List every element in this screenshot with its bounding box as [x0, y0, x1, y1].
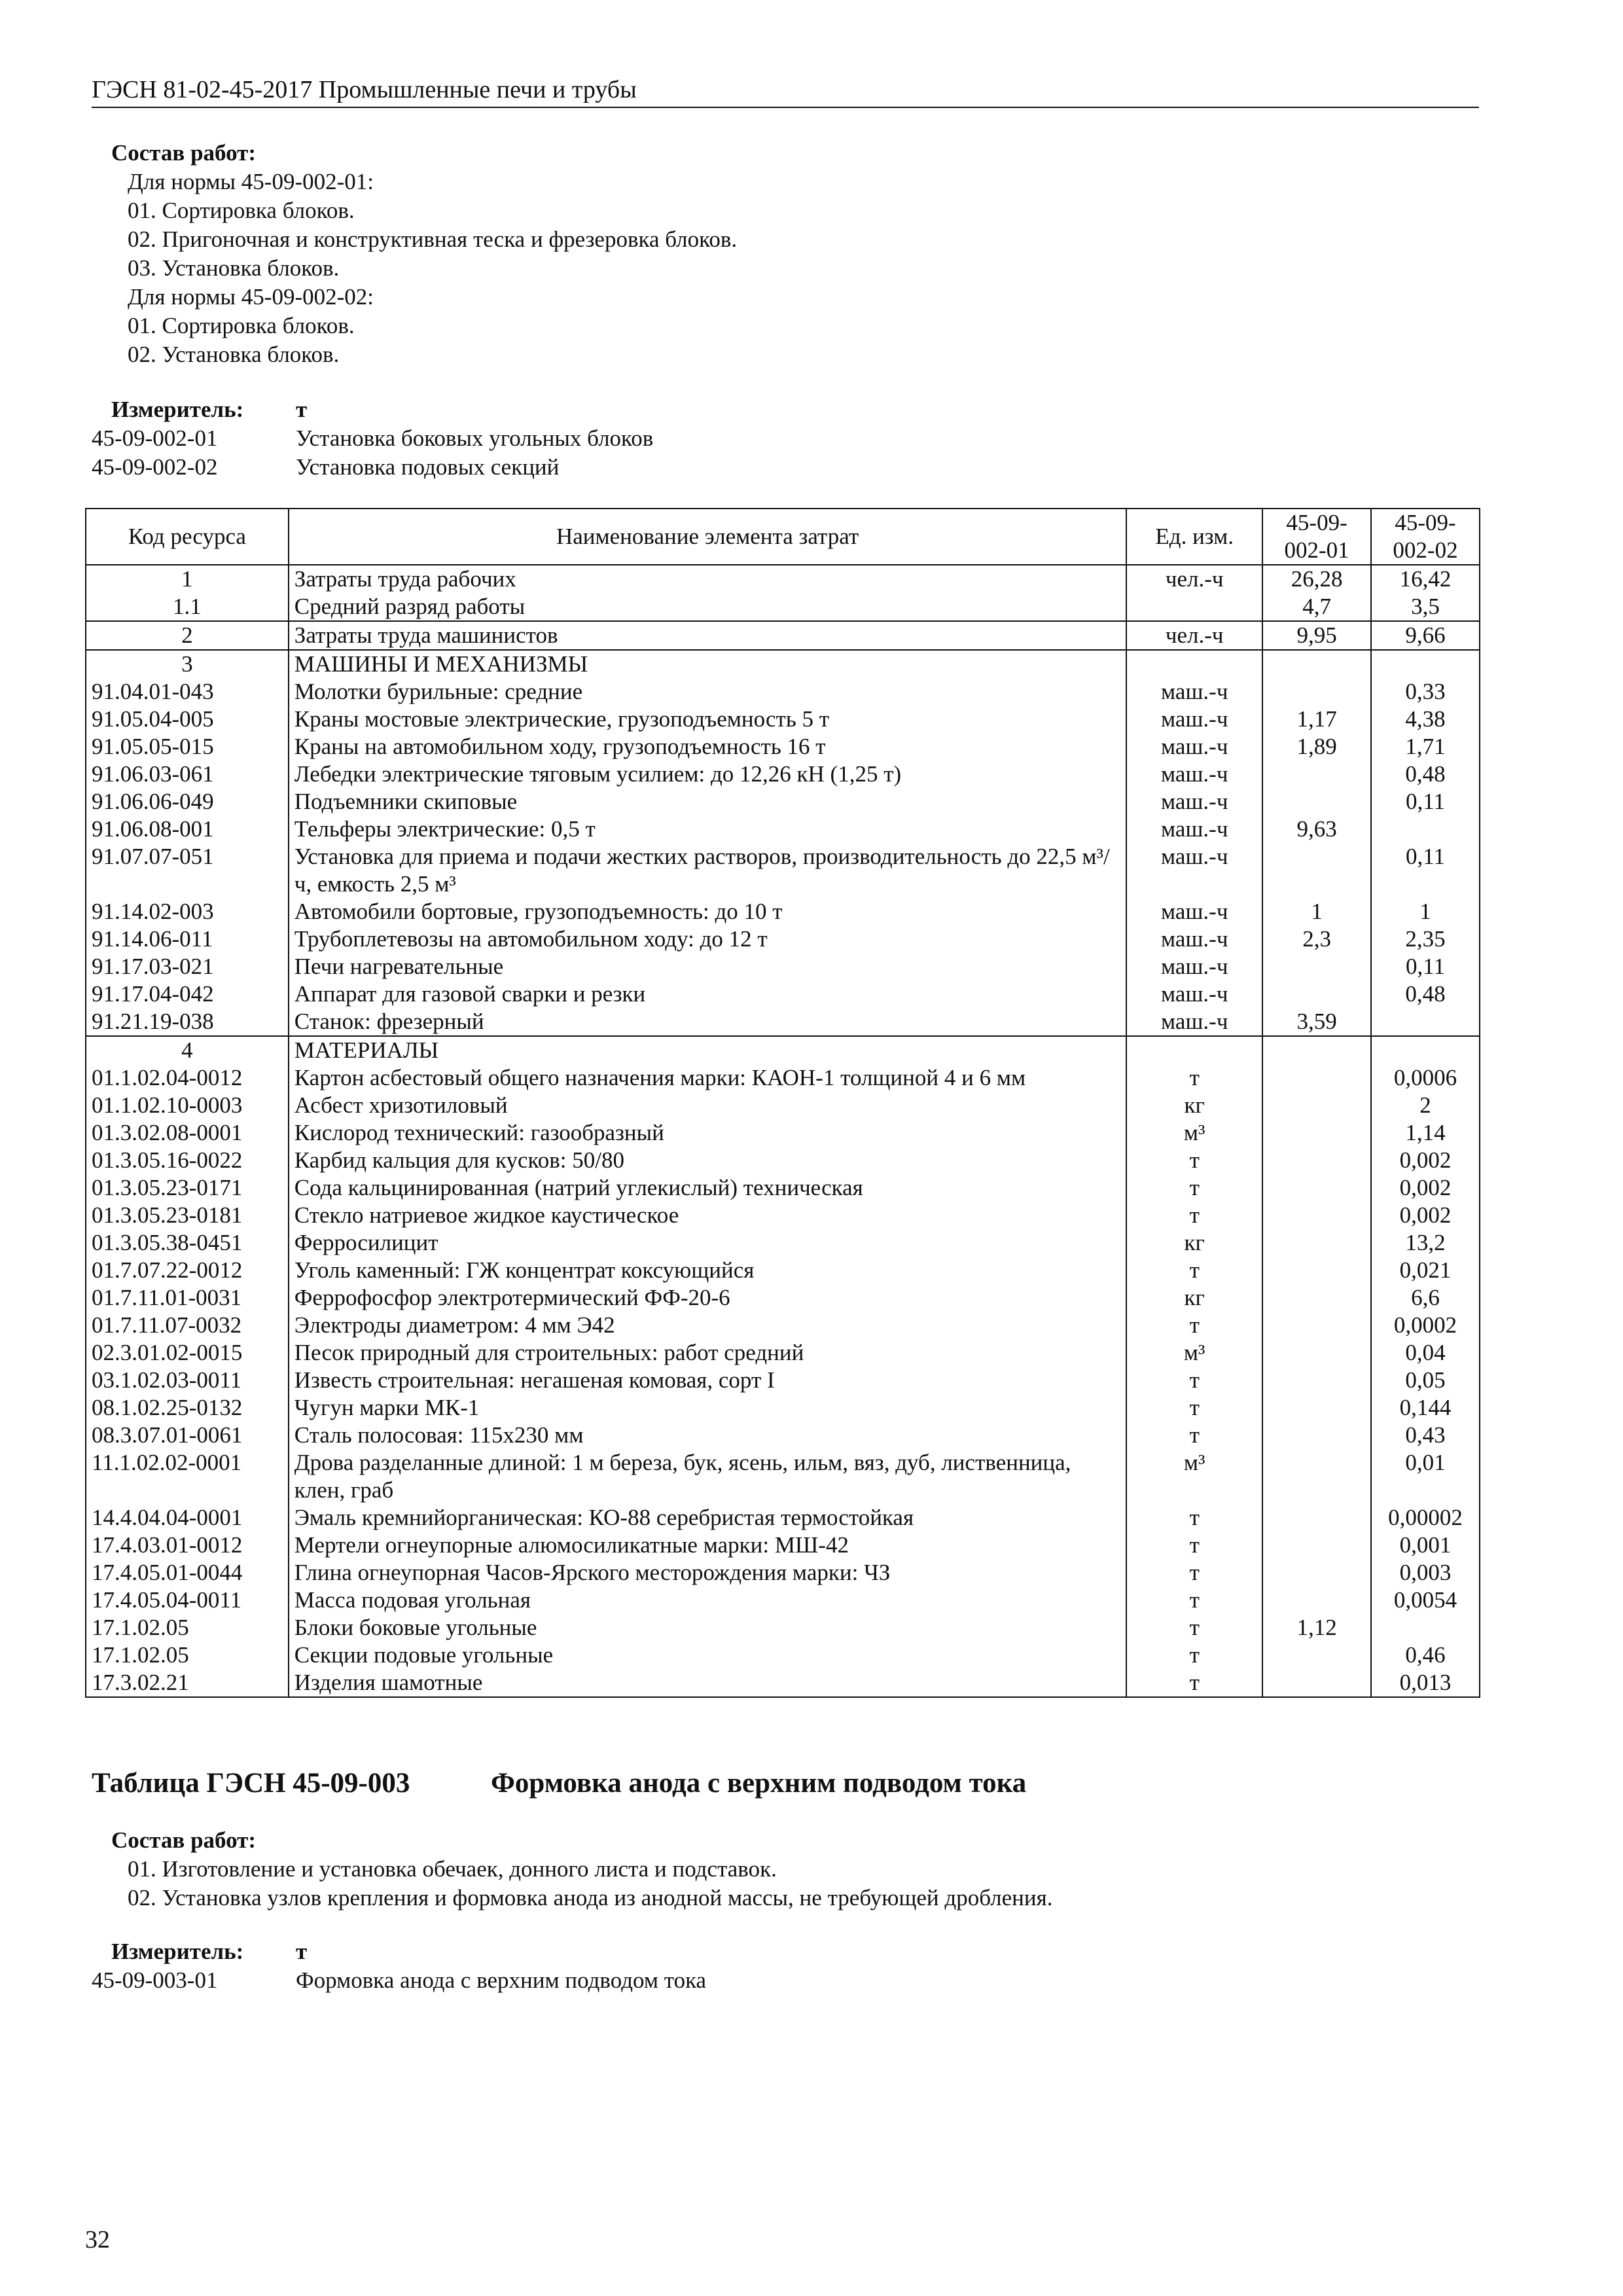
resource-name: Краны на автомобильном ходу, грузоподъемность 16 т [289, 733, 1127, 761]
resource-code: 91.06.03-061 [86, 761, 289, 788]
resource-unit: м³ [1126, 1449, 1262, 1504]
value-45-09-002-02: 0,33 [1371, 678, 1480, 706]
resource-code: 01.3.02.08-0001 [86, 1119, 289, 1147]
value-45-09-002-02: 0,144 [1371, 1394, 1480, 1422]
resource-name: Сода кальцинированная (натрий углекислый) техническая [289, 1174, 1127, 1202]
resource-code: 91.17.04-042 [86, 980, 289, 1008]
table-row [86, 650, 1480, 678]
value-45-09-002-01 [1262, 1367, 1371, 1394]
resource-name: Краны мостовые электрические, грузоподъемность 5 т [289, 706, 1127, 733]
table-row [86, 1614, 1480, 1641]
resource-code: 01.7.11.07-0032 [86, 1312, 289, 1339]
value-45-09-002-01: 9,63 [1262, 816, 1371, 843]
work-line: 02. Установка узлов крепления и формовка анода из анодной массы, не требующей дробления. [128, 1885, 1053, 1910]
table-row [86, 1669, 1480, 1697]
resource-name: Печи нагревательные [289, 953, 1127, 980]
resource-unit [1126, 593, 1262, 621]
value-45-09-002-01: 9,95 [1262, 621, 1371, 650]
value-45-09-002-01: 1,12 [1262, 1614, 1371, 1641]
value-45-09-002-02: 0,05 [1371, 1367, 1480, 1394]
resource-unit: т [1126, 1257, 1262, 1284]
value-45-09-002-02: 0,48 [1371, 761, 1480, 788]
running-header: ГЭСН 81-02-45-2017 Промышленные печи и трубы [92, 75, 1479, 108]
value-45-09-002-02: 1,14 [1371, 1119, 1480, 1147]
table-row [86, 1008, 1480, 1036]
resource-code: 11.1.02.02-0001 [86, 1449, 289, 1504]
table-row [86, 1532, 1480, 1559]
resource-unit: маш.-ч [1126, 898, 1262, 925]
value-45-09-002-02: 0,013 [1371, 1669, 1480, 1697]
value-45-09-002-02: 13,2 [1371, 1229, 1480, 1257]
value-45-09-002-01 [1262, 1257, 1371, 1284]
resource-unit: т [1126, 1532, 1262, 1559]
value-45-09-002-02 [1371, 650, 1480, 678]
resource-code: 01.3.05.23-0171 [86, 1174, 289, 1202]
table-row [86, 733, 1480, 761]
value-45-09-002-01 [1262, 1119, 1371, 1147]
value-45-09-002-01 [1262, 1174, 1371, 1202]
resource-unit: т [1126, 1394, 1262, 1422]
table-header-row [86, 509, 1480, 565]
work-line: Для нормы 45-09-002-01: [128, 169, 374, 194]
value-45-09-002-01 [1262, 980, 1371, 1008]
resource-code: 17.4.03.01-0012 [86, 1532, 289, 1559]
resource-code: 91.17.03-021 [86, 953, 289, 980]
work-composition-label: Состав работ: [111, 1827, 256, 1853]
table-row [86, 1036, 1480, 1064]
work-line: 01. Сортировка блоков. [128, 198, 355, 223]
value-45-09-002-02: 0,0006 [1371, 1064, 1480, 1092]
resource-code: 91.04.01-043 [86, 678, 289, 706]
resource-code: 91.21.19-038 [86, 1008, 289, 1036]
norm-code: 45-09-003-01 [92, 1967, 218, 1993]
table-row [86, 1587, 1480, 1614]
table-row [86, 1119, 1480, 1147]
value-45-09-002-01 [1262, 1394, 1371, 1422]
meter-block-1 [92, 395, 653, 482]
value-45-09-002-02: 0,0054 [1371, 1587, 1480, 1614]
resource-unit: м³ [1126, 1119, 1262, 1147]
table-number: Таблица ГЭСН 45-09-003 [92, 1768, 410, 1799]
resource-name: Подъемники скиповые [289, 788, 1127, 816]
resource-code: 4 [86, 1036, 289, 1064]
value-45-09-002-01 [1262, 1532, 1371, 1559]
value-45-09-002-02: 0,04 [1371, 1339, 1480, 1367]
header-name: Наименование элемента затрат [289, 509, 1127, 565]
resource-name: Блоки боковые угольные [289, 1614, 1127, 1641]
header-col1: 45-09- 002-01 [1262, 509, 1371, 565]
resource-name: Дрова разделанные длиной: 1 м береза, бук, ясень, ильм, вяз, дуб, лиственница, клен, граб [289, 1449, 1127, 1504]
resource-code: 91.14.02-003 [86, 898, 289, 925]
value-45-09-002-02: 3,5 [1371, 593, 1480, 621]
table-row [86, 1257, 1480, 1284]
value-45-09-002-01 [1262, 1559, 1371, 1587]
resource-name: Затраты труда рабочих [289, 565, 1127, 593]
value-45-09-002-02: 0,01 [1371, 1449, 1480, 1504]
norm-code: 45-09-002-01 [92, 425, 218, 451]
table-row [86, 678, 1480, 706]
resource-unit [1126, 650, 1262, 678]
table-row [86, 1229, 1480, 1257]
resource-unit: маш.-ч [1126, 843, 1262, 898]
resource-unit: т [1126, 1559, 1262, 1587]
value-45-09-002-02: 6,6 [1371, 1284, 1480, 1312]
work-line: 02. Установка блоков. [128, 342, 340, 367]
resource-unit: маш.-ч [1126, 788, 1262, 816]
table-row [86, 593, 1480, 621]
value-45-09-002-01 [1262, 1202, 1371, 1229]
value-45-09-002-01 [1262, 650, 1371, 678]
value-45-09-002-01 [1262, 761, 1371, 788]
resource-name: Молотки бурильные: средние [289, 678, 1127, 706]
table-row [86, 1559, 1480, 1587]
table-row [86, 1504, 1480, 1532]
resource-unit: маш.-ч [1126, 733, 1262, 761]
table-row [86, 621, 1480, 650]
resource-code: 01.1.02.10-0003 [86, 1092, 289, 1119]
resource-code: 08.3.07.01-0061 [86, 1422, 289, 1449]
resource-code: 17.1.02.05 [86, 1614, 289, 1641]
value-45-09-002-02: 0,11 [1371, 843, 1480, 898]
norm-name: Формовка анода с верхним подводом тока [296, 1967, 707, 1993]
value-45-09-002-02: 0,48 [1371, 980, 1480, 1008]
resource-name: Картон асбестовый общего назначения марки: КАОН-1 толщиной 4 и 6 мм [289, 1064, 1127, 1092]
resource-unit: т [1126, 1669, 1262, 1697]
table-row [86, 1092, 1480, 1119]
resource-name: Карбид кальция для кусков: 50/80 [289, 1147, 1127, 1174]
table-row [86, 1147, 1480, 1174]
resource-code: 1 [86, 565, 289, 593]
resource-code: 17.4.05.04-0011 [86, 1587, 289, 1614]
work-composition-2 [111, 1826, 1052, 1912]
value-45-09-002-01: 4,7 [1262, 593, 1371, 621]
value-45-09-002-01 [1262, 1092, 1371, 1119]
value-45-09-002-01 [1262, 678, 1371, 706]
value-45-09-002-02 [1371, 1008, 1480, 1036]
value-45-09-002-02: 4,38 [1371, 706, 1480, 733]
resource-name: Автомобили бортовые, грузоподъемность: до 10 т [289, 898, 1127, 925]
resource-code: 91.05.04-005 [86, 706, 289, 733]
resource-name: Чугун марки МК-1 [289, 1394, 1127, 1422]
resource-unit: маш.-ч [1126, 816, 1262, 843]
resource-name: Уголь каменный: ГЖ концентрат коксующийся [289, 1257, 1127, 1284]
resource-unit: кг [1126, 1284, 1262, 1312]
meter-block-2 [92, 1937, 706, 1995]
norm-code: 45-09-002-02 [92, 454, 218, 480]
resource-code: 1.1 [86, 593, 289, 621]
header-unit: Ед. изм. [1126, 509, 1262, 565]
value-45-09-002-02: 16,42 [1371, 565, 1480, 593]
norm-item [92, 453, 653, 482]
resource-code: 01.3.05.38-0451 [86, 1229, 289, 1257]
resource-unit: т [1126, 1367, 1262, 1394]
work-composition-list [111, 168, 737, 369]
meter-unit: т [296, 1939, 308, 1964]
work-line: Для нормы 45-09-002-02: [128, 284, 374, 310]
work-line: 02. Пригоночная и конструктивная теска и фрезеровка блоков. [128, 226, 738, 252]
value-45-09-002-01 [1262, 1229, 1371, 1257]
resource-unit: т [1126, 1504, 1262, 1532]
value-45-09-002-01: 1 [1262, 898, 1371, 925]
norm-item [92, 1966, 706, 1995]
table-row [86, 816, 1480, 843]
value-45-09-002-02: 0,00002 [1371, 1504, 1480, 1532]
resource-code: 91.14.06-011 [86, 925, 289, 953]
resource-unit: т [1126, 1312, 1262, 1339]
meter-unit: т [296, 397, 308, 422]
value-45-09-002-01 [1262, 1147, 1371, 1174]
resource-unit: т [1126, 1174, 1262, 1202]
resource-name: Глина огнеупорная Часов-Ярского месторождения марки: ЧЗ [289, 1559, 1127, 1587]
value-45-09-002-01: 26,28 [1262, 565, 1371, 593]
resource-unit: кг [1126, 1229, 1262, 1257]
table-row [86, 788, 1480, 816]
resource-code: 08.1.02.25-0132 [86, 1394, 289, 1422]
work-composition-label: Состав работ: [111, 140, 256, 166]
header-col2: 45-09- 002-02 [1371, 509, 1480, 565]
resource-name: Установка для приема и подачи жестких растворов, производительность до 22,5 м³/ч, емкость 2,5 м³ [289, 843, 1127, 898]
resource-code: 91.05.05-015 [86, 733, 289, 761]
resource-code: 01.7.11.01-0031 [86, 1284, 289, 1312]
resource-table [85, 508, 1480, 1698]
value-45-09-002-01: 1,89 [1262, 733, 1371, 761]
resource-name: Сталь полосовая: 115х230 мм [289, 1422, 1127, 1449]
meter-label: Измеритель: [111, 397, 244, 422]
table-row [86, 1064, 1480, 1092]
work-composition-1 [111, 139, 737, 369]
resource-name: Эмаль кремнийорганическая: КО-88 серебристая термостойкая [289, 1504, 1127, 1532]
value-45-09-002-02: 0,003 [1371, 1559, 1480, 1587]
value-45-09-002-01 [1262, 788, 1371, 816]
resource-name: Лебедки электрические тяговым усилием: до 12,26 кН (1,25 т) [289, 761, 1127, 788]
resource-unit: маш.-ч [1126, 678, 1262, 706]
value-45-09-002-01 [1262, 1064, 1371, 1092]
value-45-09-002-02 [1371, 1036, 1480, 1064]
value-45-09-002-01: 1,17 [1262, 706, 1371, 733]
resource-name: Трубоплетевозы на автомобильном ходу: до 12 т [289, 925, 1127, 953]
value-45-09-002-01: 3,59 [1262, 1008, 1371, 1036]
value-45-09-002-01 [1262, 1422, 1371, 1449]
value-45-09-002-01 [1262, 1449, 1371, 1504]
value-45-09-002-01 [1262, 843, 1371, 898]
value-45-09-002-01: 2,3 [1262, 925, 1371, 953]
table-row [86, 925, 1480, 953]
value-45-09-002-01 [1262, 1312, 1371, 1339]
table-row [86, 843, 1480, 898]
resource-name: Масса подовая угольная [289, 1587, 1127, 1614]
table-row [86, 1641, 1480, 1669]
norm-item [92, 424, 653, 453]
value-45-09-002-02: 0,0002 [1371, 1312, 1480, 1339]
value-45-09-002-02: 2,35 [1371, 925, 1480, 953]
resource-code: 17.1.02.05 [86, 1641, 289, 1669]
value-45-09-002-02: 0,46 [1371, 1641, 1480, 1669]
resource-unit: кг [1126, 1092, 1262, 1119]
value-45-09-002-01 [1262, 1669, 1371, 1697]
resource-name: Известь строительная: негашеная комовая, сорт I [289, 1367, 1127, 1394]
resource-code: 01.3.05.23-0181 [86, 1202, 289, 1229]
value-45-09-002-02: 0,11 [1371, 788, 1480, 816]
table-row [86, 565, 1480, 593]
value-45-09-002-01 [1262, 1587, 1371, 1614]
resource-name: Изделия шамотные [289, 1669, 1127, 1697]
table-row [86, 1202, 1480, 1229]
resource-code: 01.7.07.22-0012 [86, 1257, 289, 1284]
resource-unit: чел.-ч [1126, 621, 1262, 650]
value-45-09-002-02: 0,43 [1371, 1422, 1480, 1449]
resource-code: 91.06.08-001 [86, 816, 289, 843]
table-row [86, 1312, 1480, 1339]
norm-name: Установка боковых угольных блоков [296, 425, 654, 451]
resource-code: 91.06.06-049 [86, 788, 289, 816]
resource-code: 91.07.07-051 [86, 843, 289, 898]
table-row [86, 706, 1480, 733]
header-code: Код ресурса [86, 509, 289, 565]
value-45-09-002-01 [1262, 1339, 1371, 1367]
table-row [86, 1367, 1480, 1394]
resource-code: 14.4.04.04-0001 [86, 1504, 289, 1532]
table-row [86, 1174, 1480, 1202]
table-row [86, 1339, 1480, 1367]
table-row [86, 1394, 1480, 1422]
resource-code: 03.1.02.03-0011 [86, 1367, 289, 1394]
value-45-09-002-02 [1371, 816, 1480, 843]
value-45-09-002-02: 0,002 [1371, 1147, 1480, 1174]
resource-unit: маш.-ч [1126, 925, 1262, 953]
resource-name: Затраты труда машинистов [289, 621, 1127, 650]
resource-unit [1126, 1036, 1262, 1064]
value-45-09-002-02: 2 [1371, 1092, 1480, 1119]
value-45-09-002-02: 0,002 [1371, 1202, 1480, 1229]
value-45-09-002-02 [1371, 1614, 1480, 1641]
resource-name: Тельферы электрические: 0,5 т [289, 816, 1127, 843]
value-45-09-002-02: 0,11 [1371, 953, 1480, 980]
value-45-09-002-01 [1262, 1504, 1371, 1532]
table-row [86, 761, 1480, 788]
resource-code: 2 [86, 621, 289, 650]
table-row [86, 953, 1480, 980]
resource-name: МАШИНЫ И МЕХАНИЗМЫ [289, 650, 1127, 678]
work-line: 03. Установка блоков. [128, 255, 340, 281]
table-row [86, 1449, 1480, 1504]
value-45-09-002-02: 1,71 [1371, 733, 1480, 761]
resource-code: 17.4.05.01-0044 [86, 1559, 289, 1587]
table-name: Формовка анода с верхним подводом тока [491, 1768, 1027, 1799]
resource-name: Феррофосфор электротермический ФФ-20-6 [289, 1284, 1127, 1312]
resource-code: 01.1.02.04-0012 [86, 1064, 289, 1092]
table-row [86, 1284, 1480, 1312]
resource-code: 17.3.02.21 [86, 1669, 289, 1697]
table-row [86, 1422, 1480, 1449]
value-45-09-002-02: 0,002 [1371, 1174, 1480, 1202]
resource-unit: маш.-ч [1126, 706, 1262, 733]
value-45-09-002-01 [1262, 953, 1371, 980]
resource-unit: т [1126, 1614, 1262, 1641]
value-45-09-002-02: 0,021 [1371, 1257, 1480, 1284]
work-composition-list [111, 1855, 1052, 1912]
resource-name: Электроды диаметром: 4 мм Э42 [289, 1312, 1127, 1339]
resource-code: 3 [86, 650, 289, 678]
resource-name: Кислород технический: газообразный [289, 1119, 1127, 1147]
resource-unit: маш.-ч [1126, 761, 1262, 788]
resource-name: Средний разряд работы [289, 593, 1127, 621]
norm-name: Установка подовых секций [296, 454, 560, 480]
resource-name: Стекло натриевое жидкое каустическое [289, 1202, 1127, 1229]
resource-name: Мертели огнеупорные алюмосиликатные марки: МШ-42 [289, 1532, 1127, 1559]
resource-name: Ферросилицит [289, 1229, 1127, 1257]
resource-name: Асбест хризотиловый [289, 1092, 1127, 1119]
resource-unit: т [1126, 1147, 1262, 1174]
work-line: 01. Сортировка блоков. [128, 313, 355, 338]
resource-unit: т [1126, 1587, 1262, 1614]
resource-unit: т [1126, 1641, 1262, 1669]
value-45-09-002-02: 9,66 [1371, 621, 1480, 650]
resource-code: 01.3.05.16-0022 [86, 1147, 289, 1174]
page-number: 32 [85, 2226, 110, 2253]
resource-unit: маш.-ч [1126, 980, 1262, 1008]
value-45-09-002-01 [1262, 1284, 1371, 1312]
value-45-09-002-01 [1262, 1036, 1371, 1064]
table-row [86, 980, 1480, 1008]
table-title [92, 1767, 1026, 1799]
meter-label: Измеритель: [111, 1939, 244, 1964]
resource-unit: т [1126, 1422, 1262, 1449]
resource-unit: чел.-ч [1126, 565, 1262, 593]
resource-unit: т [1126, 1202, 1262, 1229]
resource-unit: т [1126, 1064, 1262, 1092]
value-45-09-002-02: 1 [1371, 898, 1480, 925]
resource-unit: м³ [1126, 1339, 1262, 1367]
resource-code: 02.3.01.02-0015 [86, 1339, 289, 1367]
resource-unit: маш.-ч [1126, 1008, 1262, 1036]
resource-name: Станок: фрезерный [289, 1008, 1127, 1036]
table-row [86, 898, 1480, 925]
resource-name: МАТЕРИАЛЫ [289, 1036, 1127, 1064]
work-line: 01. Изготовление и установка обечаек, донного листа и подставок. [128, 1856, 777, 1882]
value-45-09-002-02: 0,001 [1371, 1532, 1480, 1559]
value-45-09-002-01 [1262, 1641, 1371, 1669]
resource-unit: маш.-ч [1126, 953, 1262, 980]
resource-name: Аппарат для газовой сварки и резки [289, 980, 1127, 1008]
resource-name: Секции подовые угольные [289, 1641, 1127, 1669]
resource-name: Песок природный для строительных: работ средний [289, 1339, 1127, 1367]
